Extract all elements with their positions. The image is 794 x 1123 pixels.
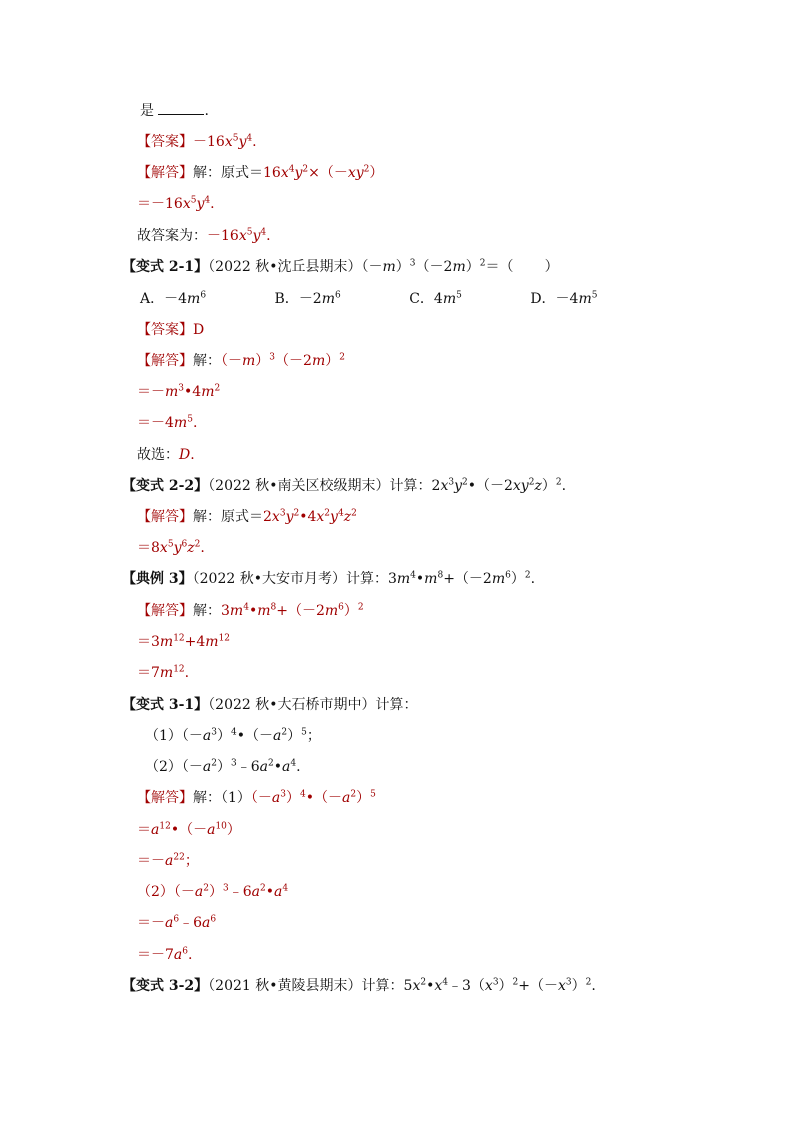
problem-3-1: 【变式 3-1】（2022 秋•大石桥市期中）计算：	[122, 697, 418, 713]
solution-line-3: 【解答】解：原式$=2x^3y^2•4x^2y^4z^2$	[137, 508, 357, 525]
answer-line-2: 【答案】D	[137, 322, 205, 338]
solution-expr: $16x^4y^2\times(-xy^2)$	[263, 164, 384, 181]
solution-line-2: 【解答】解：$(-m)^3(-2m)^2$	[137, 352, 345, 369]
answer-expr: $-16x^5y^4$.	[193, 133, 257, 150]
solution-line-4: 【解答】解：$3m^4•m^8+(-2m^6)^2$	[137, 602, 364, 619]
problem-3: 【典例 3】（2022 秋•大安市月考）计算：$3m^4•m^8+(-2m^6)^2$.	[122, 570, 536, 587]
text-shi: 是	[140, 103, 154, 119]
solution-step: $(2)(-a^2)^3﹣6a^2•a^4$	[137, 883, 289, 900]
problem-tag: 【变式 2-1】	[122, 259, 209, 275]
solution-step: $=8x^5y^6z^2$.	[137, 539, 205, 556]
problem-3-2: 【变式 3-2】（2021 秋•黄陵县期末）计算：$5x^2•x^4﹣3(x^3)^2+(-x^3)^2$.	[122, 977, 596, 994]
solution-line-1: 【解答】解：原式$=16x^4y^2\times(-xy^2)$	[137, 164, 384, 181]
answer-label: 【答案】	[137, 134, 193, 150]
solution-step: $=-16x^5y^4$.	[137, 195, 215, 212]
solution-step: $=3m^{12}+4m^{12}$	[137, 633, 231, 650]
options-row	[140, 289, 597, 309]
problem-2-2: 【变式 2-2】（2022 秋•南关区校级期末）计算：$2x^3y^2•(-2xy^2z)^2$.	[122, 477, 567, 494]
solution-label: 【解答】	[137, 165, 193, 181]
option-d: D．$-4m^5$	[530, 290, 598, 307]
solution-step: $=-a^6﹣6a^6$	[137, 914, 217, 931]
solution-step: $=a^{12}•(-a^{10})$	[137, 821, 241, 838]
solution-step: $=-a^{22}$；	[137, 852, 199, 869]
option-b: B．$-2m^6$	[274, 290, 341, 307]
solution-line-5: 【解答】解：$(1)(-a^3)^4•(-a^2)^5$	[137, 789, 376, 806]
sub-question-1: $(1)(-a^3)^4•(-a^2)^5$；	[145, 727, 321, 744]
question-tail: 是 .	[140, 100, 209, 121]
option-c: C．$4m^5$	[409, 290, 462, 307]
solution-step: $=7m^{12}$.	[137, 664, 190, 681]
answer-blank	[158, 100, 204, 115]
final-choice-line: 故选：D.	[137, 447, 195, 463]
option-a: A．$-4m^6$	[140, 290, 207, 307]
sub-question-2: $(2)(-a^2)^3﹣6a^2•a^4$.	[145, 758, 301, 775]
final-answer-line: 故答案为：$-16x^5y^4$.	[137, 227, 271, 244]
problem-source: （2022 秋•沈丘县期末）	[208, 259, 362, 275]
solution-step: $=-7a^6$.	[137, 946, 193, 963]
solution-step: $=-m^3•4m^2$	[137, 383, 221, 400]
solution-step: $=-4m^5$.	[137, 414, 198, 431]
problem-2-1: 【变式 2-1】（2022 秋•沈丘县期末）$(-m)^3(-2m)^2=$（ ）	[122, 258, 559, 275]
answer-line-1	[137, 132, 257, 152]
